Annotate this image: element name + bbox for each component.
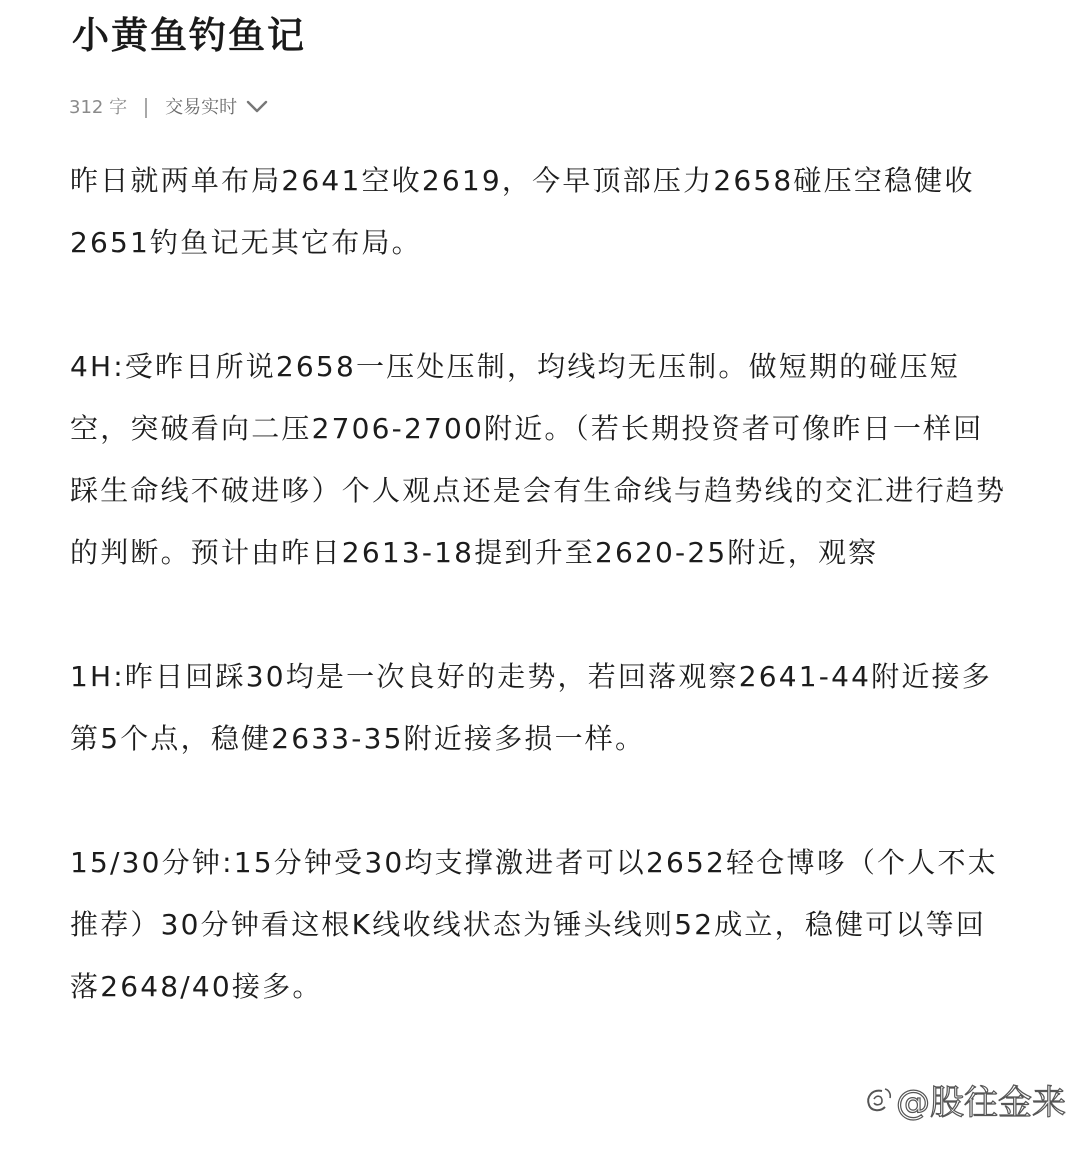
article-body — [70, 150, 1010, 1080]
word-count: 312 字 — [69, 97, 128, 118]
paragraph: 昨日就两单布局2641空收2619，今早顶部压力2658碰压空稳健收2651钓鱼记无其它布局。 — [70, 164, 975, 259]
article-title: 小黄鱼钓鱼记 — [72, 14, 306, 57]
watermark-text: @股往金来 — [896, 1083, 1066, 1123]
paragraph: 4H:受昨日所说2658一压处压制，均线均无压制。做短期的碰压短空，突破看向二压2706-2700附近。（若长期投资者可像昨日一样回踩生命线不破进哆）个人观点还是会有生命线与趋势线的交汇进行趋势的判断。预计由昨日2613-18提到升至2620-25附近，观察 — [70, 350, 1007, 569]
paragraph: 15/30分钟:15分钟受30均支撑激进者可以2652轻仓博哆（个人不太推荐）30分钟看这根K线收线状态为锤头线则52成立，稳健可以等回落2648/40接多。 — [70, 846, 998, 1003]
paragraph: 1H:昨日回踩30均是一次良好的走势，若回落观察2641-44附近接多第5个点，稳健2633-35附近接多损一样。 — [70, 660, 992, 755]
weibo-logo-icon — [860, 1083, 894, 1117]
category-selector[interactable] — [165, 93, 237, 119]
meta-divider — [145, 98, 147, 118]
chevron-down-icon[interactable] — [245, 97, 269, 115]
article-meta — [69, 90, 269, 122]
category-label: 交易实时 — [165, 97, 238, 118]
watermark — [860, 1075, 1066, 1124]
